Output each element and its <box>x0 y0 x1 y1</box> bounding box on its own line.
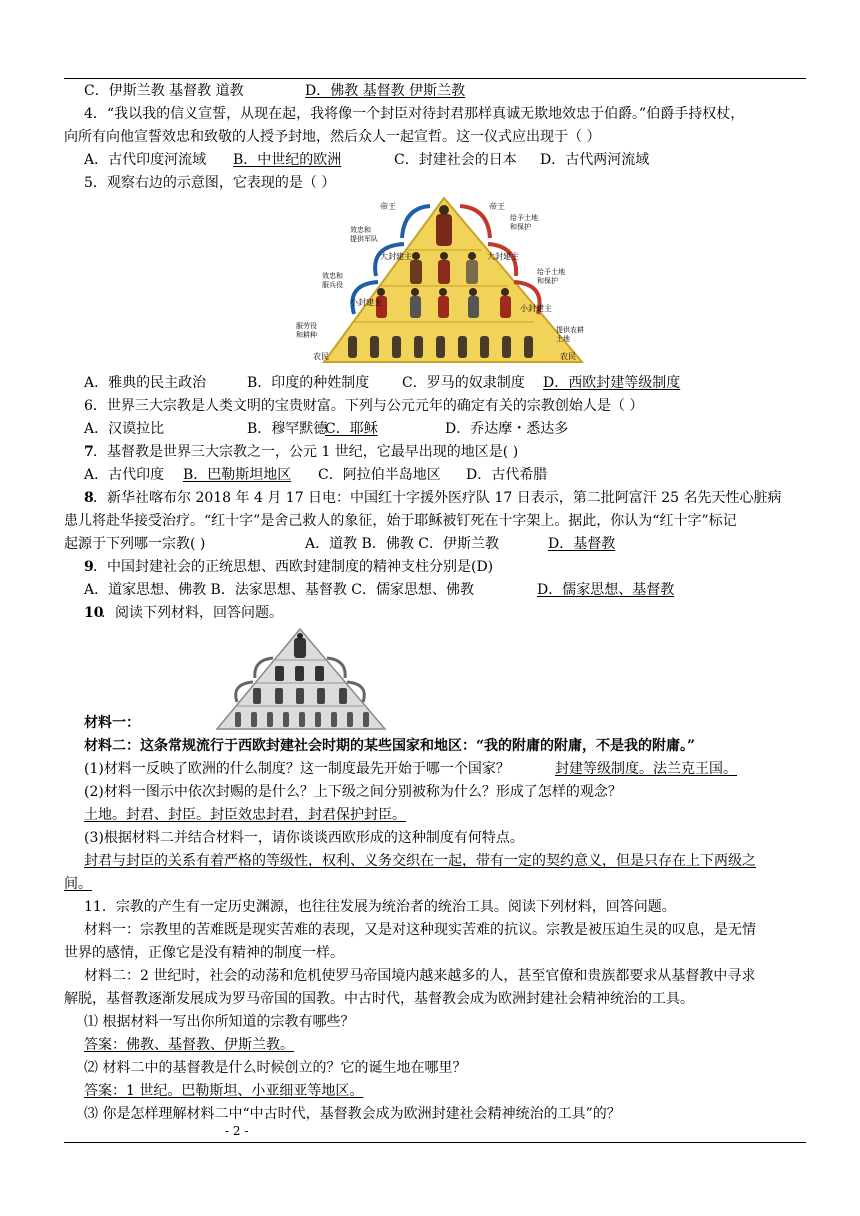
q9-options: A．道家思想、佛教 B．法家思想、基督教 C．儒家思想、佛教 <box>84 582 475 598</box>
q8-number: 8 <box>84 490 94 506</box>
q9-answer-d: D．儒家思想、基督教 <box>537 582 675 598</box>
peasant-figures <box>348 336 533 358</box>
q11-sub1: ⑴ 根据材料一写出你所知道的宗教有哪些？ <box>84 1014 355 1030</box>
q4-answer-b: B．中世纪的欧洲 <box>233 152 342 168</box>
header-rule <box>64 78 806 79</box>
q5-answer-d: D．西欧封建等级制度 <box>543 375 681 391</box>
page-number: - 2 - <box>225 1124 249 1138</box>
q8-answer-d: D．基督教 <box>548 536 616 552</box>
q7-option-d: D．古代希腊 <box>466 467 548 483</box>
q10-number: 10 <box>84 605 104 621</box>
q10-sub2: (2)材料一图示中依次封赐的是什么？上下级之间分别被称为什么？形成了怎样的观念？ <box>84 784 622 800</box>
pyr-label-knight-right: 小封建主 <box>520 304 552 313</box>
q7-option-c: C．阿拉伯半岛地区 <box>318 467 441 483</box>
pyr-label-arrow-l2: 效忠和 服兵役 <box>322 272 343 289</box>
q7-number: 7 <box>84 444 94 460</box>
pyr-label-peasant-left: 农民 <box>313 352 329 361</box>
q5-option-c: C．罗马的奴隶制度 <box>402 375 525 391</box>
footer-rule <box>64 1142 806 1143</box>
q11-material1-1: 材料一：宗教里的苦难既是现实苦难的表现，又是对这种现实苦难的抗议。宗教是被压迫生灵的叹息，是无情 <box>84 922 756 938</box>
q10-sub2-answer: 土地。封君、封臣。封臣效忠封君，封君保护封臣。 <box>84 807 406 823</box>
q11-sub3: ⑶ 你是怎样理解材料二中“中古时代，基督教会成为欧洲封建社会精神统治的工具”的？ <box>84 1106 621 1122</box>
q8-text-1: ．新华社喀布尔 2018 年 4 月 17 日电：中国红十字援外医疗队 17 日表示，第二批阿富汗 25 名先天性心脏病 <box>93 490 782 506</box>
q5-text: 5．观察右边的示意图，它表现的是（ ） <box>84 175 336 191</box>
q10-sub3: (3)根据材料二并结合材料一，请你谈谈西欧形成的这种制度有何特点。 <box>84 830 524 846</box>
q11-material2-2: 解脱，基督教逐渐发展成为罗马帝国的国教。中古时代，基督教会成为欧洲封建社会精神统治的工具。 <box>64 991 694 1007</box>
q6-text: 6．世界三大宗教是人类文明的宝贵财富。下列与公元元年的确定有关的宗教创始人是（ ） <box>84 398 644 414</box>
pyr-label-arrow-l1: 效忠和 提供军队 <box>350 226 378 243</box>
q4-text-2: 向所有向他宣誓效忠和致敬的人授予封地，然后众人一起宣哲。这一仪式应出现于（ ） <box>64 129 601 145</box>
pyr-label-king-right: 帝王 <box>489 202 505 211</box>
q10-text: ．阅读下列材料，回答问题。 <box>101 605 283 621</box>
q6-option-a: A．汉谟拉比 <box>84 421 165 437</box>
pyr-label-peasant-right: 农民 <box>560 352 576 361</box>
q10-sub3-answer-1: 封君与封臣的关系有着严格的等级性，权利、义务交织在一起，带有一定的契约意义，但是只存在上下两级之 <box>84 853 756 869</box>
q4-option-a: A．古代印度河流域 <box>84 152 207 168</box>
q7-text: ．基督教是世界三大宗教之一，公元 1 世纪，它最早出现的地区是( ) <box>93 444 519 460</box>
q10-sub3-answer-2: 间。 <box>64 876 92 892</box>
pyr-label-lord-left: 大封建主 <box>380 252 412 261</box>
q8-text-3: 起源于下列哪一宗教( ) <box>64 536 206 552</box>
q9-number: 9 <box>84 559 94 575</box>
q4-option-d: D．古代两河流域 <box>540 152 650 168</box>
q8-text-2: 患儿将赴华接受治疗。“红十字”是舍己救人的象征，始于耶稣被钉死在十字架上。据此，你认为“红十字”标记 <box>64 513 737 529</box>
q11-sub2-answer: 答案：1 世纪。巴勒斯坦、小亚细亚等地区。 <box>84 1083 364 1099</box>
q10-sub1-answer: 封建等级制度。法兰克王国。 <box>555 761 737 777</box>
q10-sub1: (1)材料一反映了欧洲的什么制度？这一制度最先开始于哪一个国家？ <box>84 761 510 777</box>
pyr-label-arrow-r1: 给予土地 和保护 <box>510 214 538 231</box>
material-two-text: 材料二：这条常规流行于西欧封建社会时期的某些国家和地区：“我的附庸的附庸，不是我的附庸。” <box>84 738 696 754</box>
answer-option-d: D．佛教 基督教 伊斯兰教 <box>305 83 466 99</box>
q11-sub2: ⑵ 材料二中的基督教是什么时候创立的？它的诞生地在哪里？ <box>84 1060 467 1076</box>
q9-text: ．中国封建社会的正统思想、西欧封建制度的精神支柱分别是(D) <box>93 559 494 575</box>
material-one-pyramid <box>207 626 393 732</box>
q7-option-a: A．古代印度 <box>84 467 165 483</box>
pyr-label-arrow-r3: 提供农耕 土地 <box>556 326 584 343</box>
pyr-label-king-left: 帝王 <box>380 202 396 211</box>
pyr-label-arrow-l3: 服劳役 和耕种 <box>296 322 317 339</box>
q5-option-b: B．印度的种姓制度 <box>247 375 370 391</box>
q6-option-d: D．乔达摩・悉达多 <box>445 421 569 437</box>
q11-material2-1: 材料二：2 世纪时，社会的动荡和危机使罗马帝国境内越来越多的人，甚至官僚和贵族都要求从基督教中寻求 <box>84 968 756 984</box>
option-c: C．伊斯兰教 基督教 道教 <box>84 83 244 99</box>
q11-material1-2: 世界的感情，正像它是没有精神的制度一样。 <box>64 945 344 961</box>
material-one-label: 材料一： <box>84 715 140 731</box>
q4-option-c: C．封建社会的日本 <box>394 152 517 168</box>
q4-text-1: 4．“我以我的信义宣誓，从现在起，我将像一个封臣对待封君那样真诚无欺地效忠于伯爵。”伯爵手持权杖， <box>84 106 745 122</box>
q6-option-b: B．穆罕默德 <box>247 421 328 437</box>
q11-sub1-answer: 答案：佛教、基督教、伊斯兰教。 <box>84 1037 294 1053</box>
q11-text: 11．宗教的产生有一定历史渊源，也往往发展为统治者的统治工具。阅读下列材料，回答问题。 <box>84 899 676 915</box>
pyr-label-arrow-r2: 给予土地 和保护 <box>537 268 565 285</box>
pyr-label-knight-left: 小封建主 <box>350 298 382 307</box>
q7-answer-b: B．巴勒斯坦地区 <box>183 467 292 483</box>
q8-options: A．道教 B．佛教 C．伊斯兰教 <box>305 536 500 552</box>
pyr-label-lord-right: 大封建主 <box>487 252 519 261</box>
q6-answer-c: C．耶稣 <box>325 421 378 437</box>
q5-option-a: A．雅典的民主政治 <box>84 375 207 391</box>
